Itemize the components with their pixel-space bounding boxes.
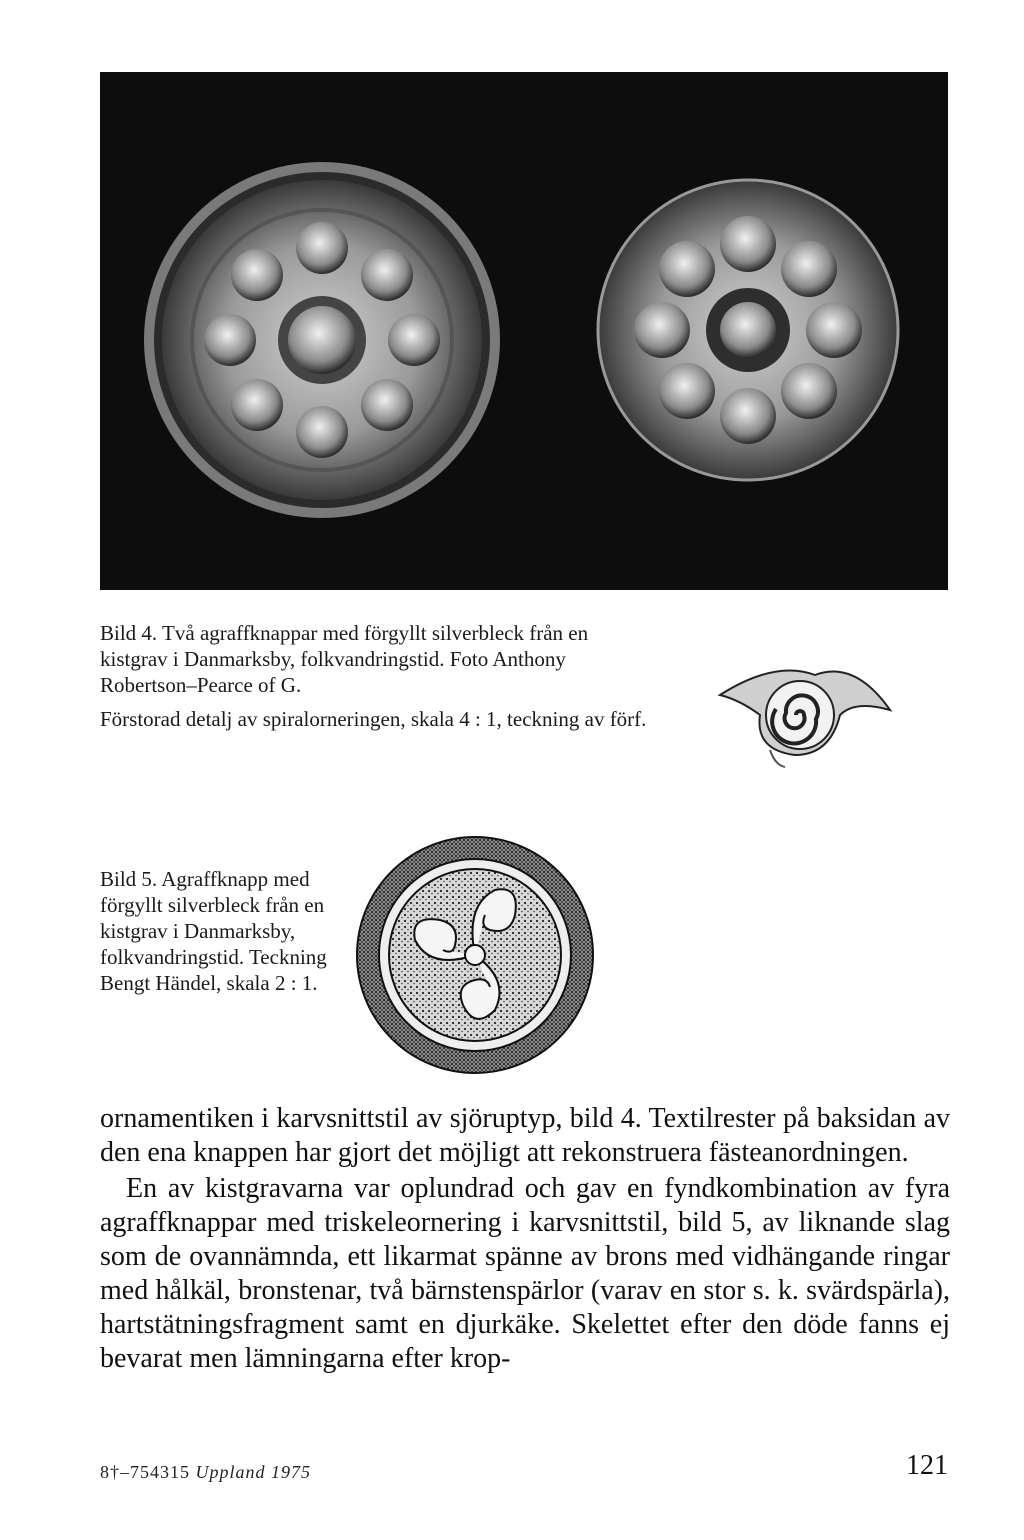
page-number: 121 [906, 1450, 948, 1481]
figure4-detail-caption-text: Förstorad detalj av spiralorneringen, skala 4 : 1, teckning av förf. [100, 707, 647, 731]
spiral-detail-drawing [715, 655, 895, 770]
body-paragraph-2: En av kistgravarna var oplundrad och gav en fyndkombination av fyra agraffknappar med triskeleornering i karvsnittstil, bild 5, av liknande slag som de ovannämnda, ett likarmat spänne av brons med vidhängande ringar med hålkäl, bronstenar, två bärnstenspärlor (varav en stor s. k. svärdspärla), hartstätningsfragment samt en djurkäke. Skelettet efter den döde fanns ej bevarat men lämningarna efter krop- [100, 1173, 950, 1374]
footer-signature [100, 1462, 311, 1483]
footer-code: 8†–754315 [100, 1462, 190, 1482]
figure5-caption-text: Bild 5. Agraffknapp med förgyllt silverbleck från en kistgrav i Danmarksby, folkvandringstid. Teckning Bengt Händel, skala 2 : 1. [100, 867, 327, 995]
figure4-caption-text: Bild 4. Två agraffknappar med förgyllt silverbleck från en kistgrav i Danmarksby, folkvandringstid. Foto Anthony Robertson–Pearce of G. [100, 621, 589, 697]
photo-two-agraffe-buttons [100, 72, 948, 590]
body-text [100, 1102, 950, 1376]
footer-journal: Uppland 1975 [195, 1462, 311, 1482]
figure4-caption [100, 620, 660, 732]
body-paragraph-1: ornamentiken i karvsnittstil av sjöruptyp, bild 4. Textilrester på baksidan av den ena knappen har gjort det möjligt att rekonstruera fästeanordningen. [100, 1103, 950, 1168]
triskele-button-drawing [355, 835, 595, 1075]
figure5-caption [100, 866, 350, 996]
